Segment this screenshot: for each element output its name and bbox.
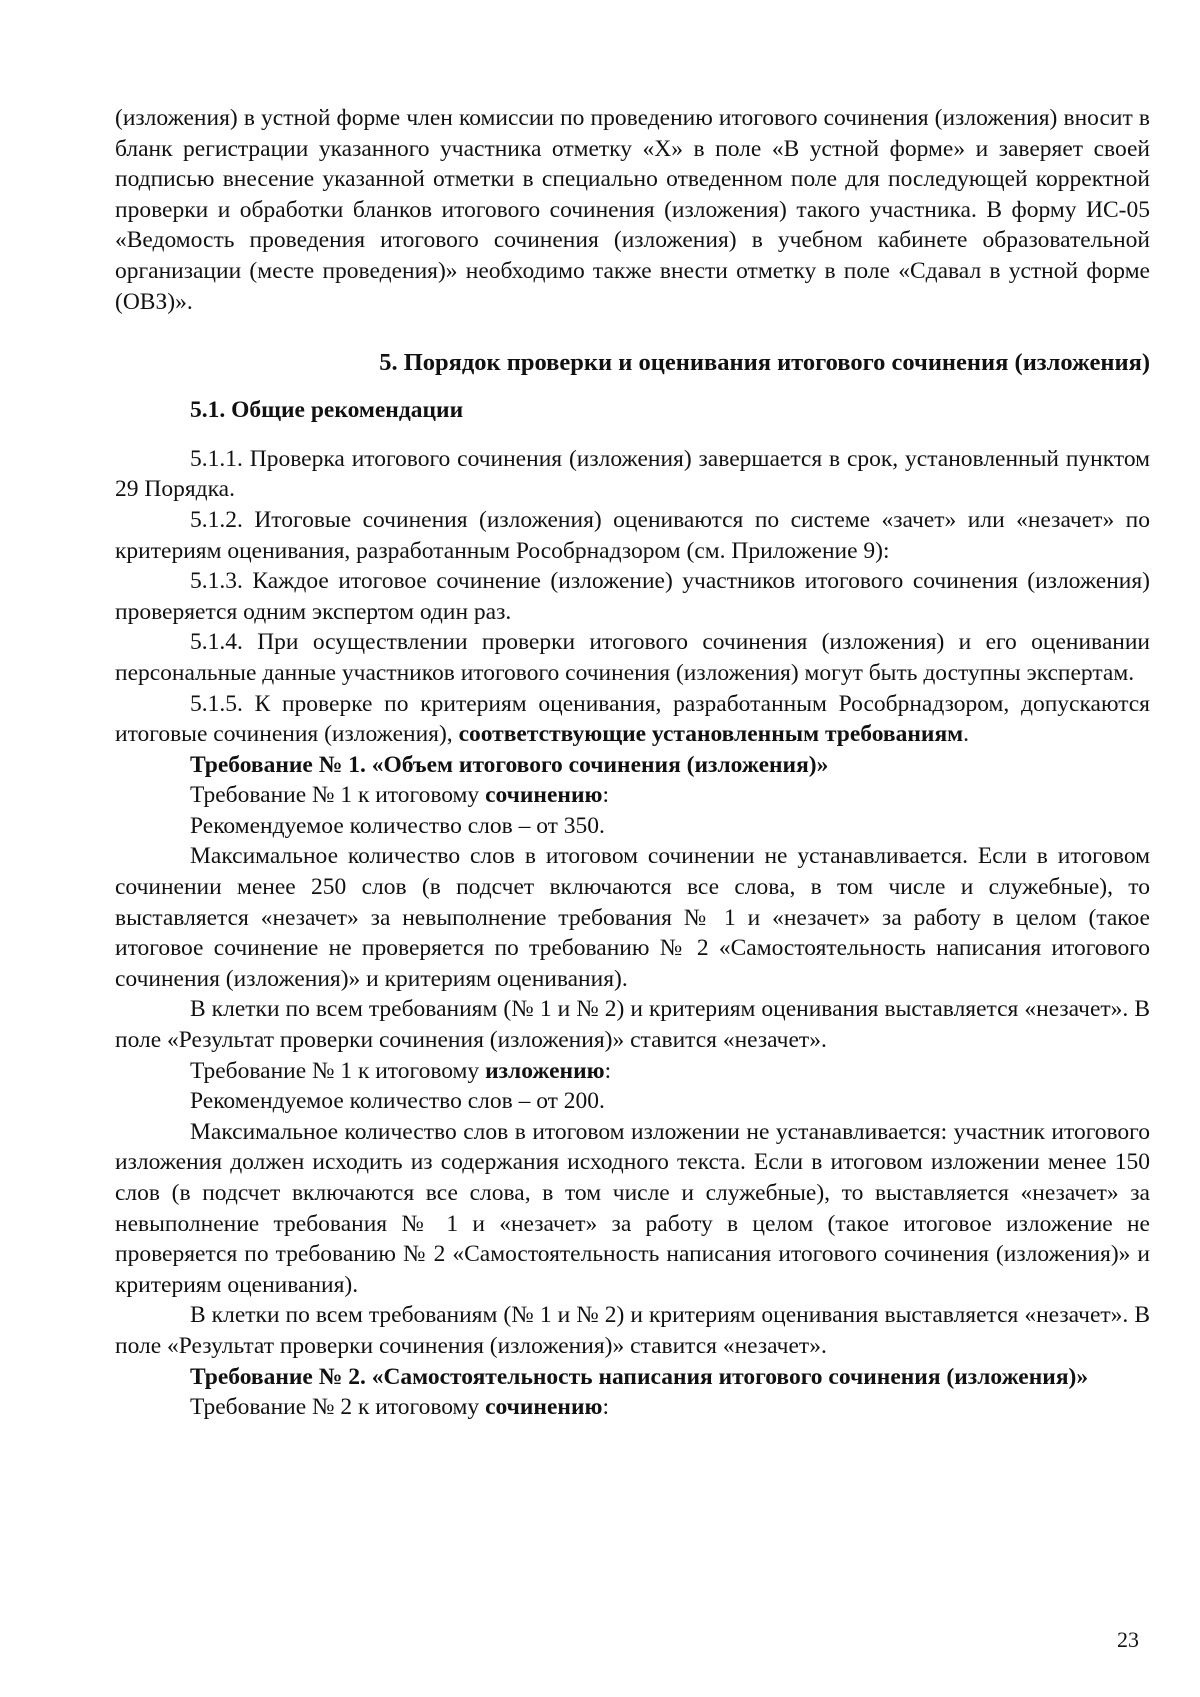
requirement-1-exposition-cells: В клетки по всем требованиям (№ 1 и № 2) и критериям оценивания выставляется «незачет». В поле «Результат проверки сочинения (изложения)» ставится «незачет». (115, 1302, 1150, 1359)
requirement-1-essay-words: Рекомендуемое количество слов – от 350. (190, 812, 605, 839)
requirement-1-exposition-label (115, 1056, 1150, 1087)
paragraph-5-1-1: 5.1.1. Проверка итогового сочинения (изложения) завершается в срок, установленный пунктом 29 Порядка. (115, 445, 1150, 503)
section-heading: 5. Порядок проверки и оценивания итогового сочинения (изложения) (379, 349, 1150, 377)
paragraph-5-1-2: 5.1.2. Итоговые сочинения (изложения) оцениваются по системе «зачет» или «незачет» по критериям оценивания, разработанным Рособрнадзором (см. Приложение 9): (115, 506, 1150, 564)
req1-essay-label-end: : (602, 782, 609, 809)
paragraph-5-1-5-text: 5.1.5. К проверке по критериям оценивания, разработанным Рособрнадзором, допускаются итоговые сочинения (изложения), (115, 690, 1150, 748)
req1-exposition-label-end: : (604, 1057, 612, 1084)
page-number: 23 (1117, 1627, 1139, 1652)
requirement-1-essay-label (115, 780, 1150, 811)
paragraph-5-1-5-end: . (963, 721, 970, 748)
paragraph-5-1-5-bold: соответствующие установленным требованиям (458, 721, 964, 748)
requirement-1-exposition-rule: Максимальное количество слов в итоговом изложении не устанавливается: участник итогового изложения должен исходить из содержания исходного текста. Если в итоговом изложении менее 150 слов (в подсчет включаются все слова, в том числе и служебные), то выставляется «незачет» за невыполнение требования № 1 и «незачет» за работу в целом (такое итоговое изложение не проверяется по требованию № 2 «Самостоятельность написания итогового сочинения (изложения)» и критериям оценивания). (115, 1118, 1150, 1298)
intro-paragraph: (изложения) в устной форме член комиссии по проведению итогового сочинения (изложения) вносит в бланк регистрации указанного участника отметку «Х» в поле «В устной форме» и заверяет своей подписью внесение указанной отметки в специально отведенном поле для последующей корректной проверки и обработки бланков итогового сочинения (изложения) такого участника. В форму ИС-05 «Ведомость проведения итогового сочинения (изложения) в учебном кабинете образовательной организации (месте проведения)» необходимо также внести отметку в поле «Сдавал в устной форме (ОВЗ)». (115, 105, 1150, 315)
requirement-1-essay-cells: В клетки по всем требованиям (№ 1 и № 2) и критериям оценивания выставляется «незачет». В поле «Результат проверки сочинения (изложения)» ставится «незачет». (115, 996, 1150, 1054)
req1-essay-label-bold: сочинению (485, 782, 603, 809)
req2-essay-label-bold: сочинению (485, 1394, 603, 1421)
paragraph-5-1-3: 5.1.3. Каждое итоговое сочинение (изложение) участников итогового сочинения (изложения) проверяется одним экспертом один раз. (115, 568, 1150, 625)
requirement-1-exposition-words: Рекомендуемое количество слов – от 200. (190, 1088, 605, 1115)
page-body (115, 103, 1150, 1423)
subsection-heading: 5.1. Общие рекомендации (190, 397, 464, 424)
req2-essay-label-text: Требование № 2 к итоговому (190, 1394, 486, 1421)
requirement-1-title: Требование № 1. «Объем итогового сочинения (изложения)» (190, 751, 829, 778)
paragraph-5-1-5 (115, 689, 1150, 750)
requirement-2-essay-label (115, 1392, 1150, 1423)
req1-exposition-label-text: Требование № 1 к итоговому (190, 1057, 486, 1084)
requirement-2-title: Требование № 2. «Самостоятельность написания итогового сочинения (изложения)» (190, 1363, 1089, 1390)
req1-exposition-label-bold: изложению (485, 1057, 605, 1084)
req1-essay-label-text: Требование № 1 к итоговому (190, 782, 486, 809)
requirement-1-essay-rule: Максимальное количество слов в итоговом сочинении не устанавливается. Если в итоговом сочинении менее 250 слов (в подсчет включаются все слова, в том числе и служебные), то выставляется «незачет» за невыполнение требования № 1 и «незачет» за работу в целом (такое итоговое сочинение не проверяется по требованию № 2 «Самостоятельность написания итогового сочинения (изложения)» и критериям оценивания). (115, 843, 1150, 992)
req2-essay-label-end: : (602, 1394, 609, 1421)
paragraph-5-1-4: 5.1.4. При осуществлении проверки итогового сочинения (изложения) и его оценивании персональные данные участников итогового сочинения (изложения) могут быть доступны экспертам. (115, 629, 1150, 686)
